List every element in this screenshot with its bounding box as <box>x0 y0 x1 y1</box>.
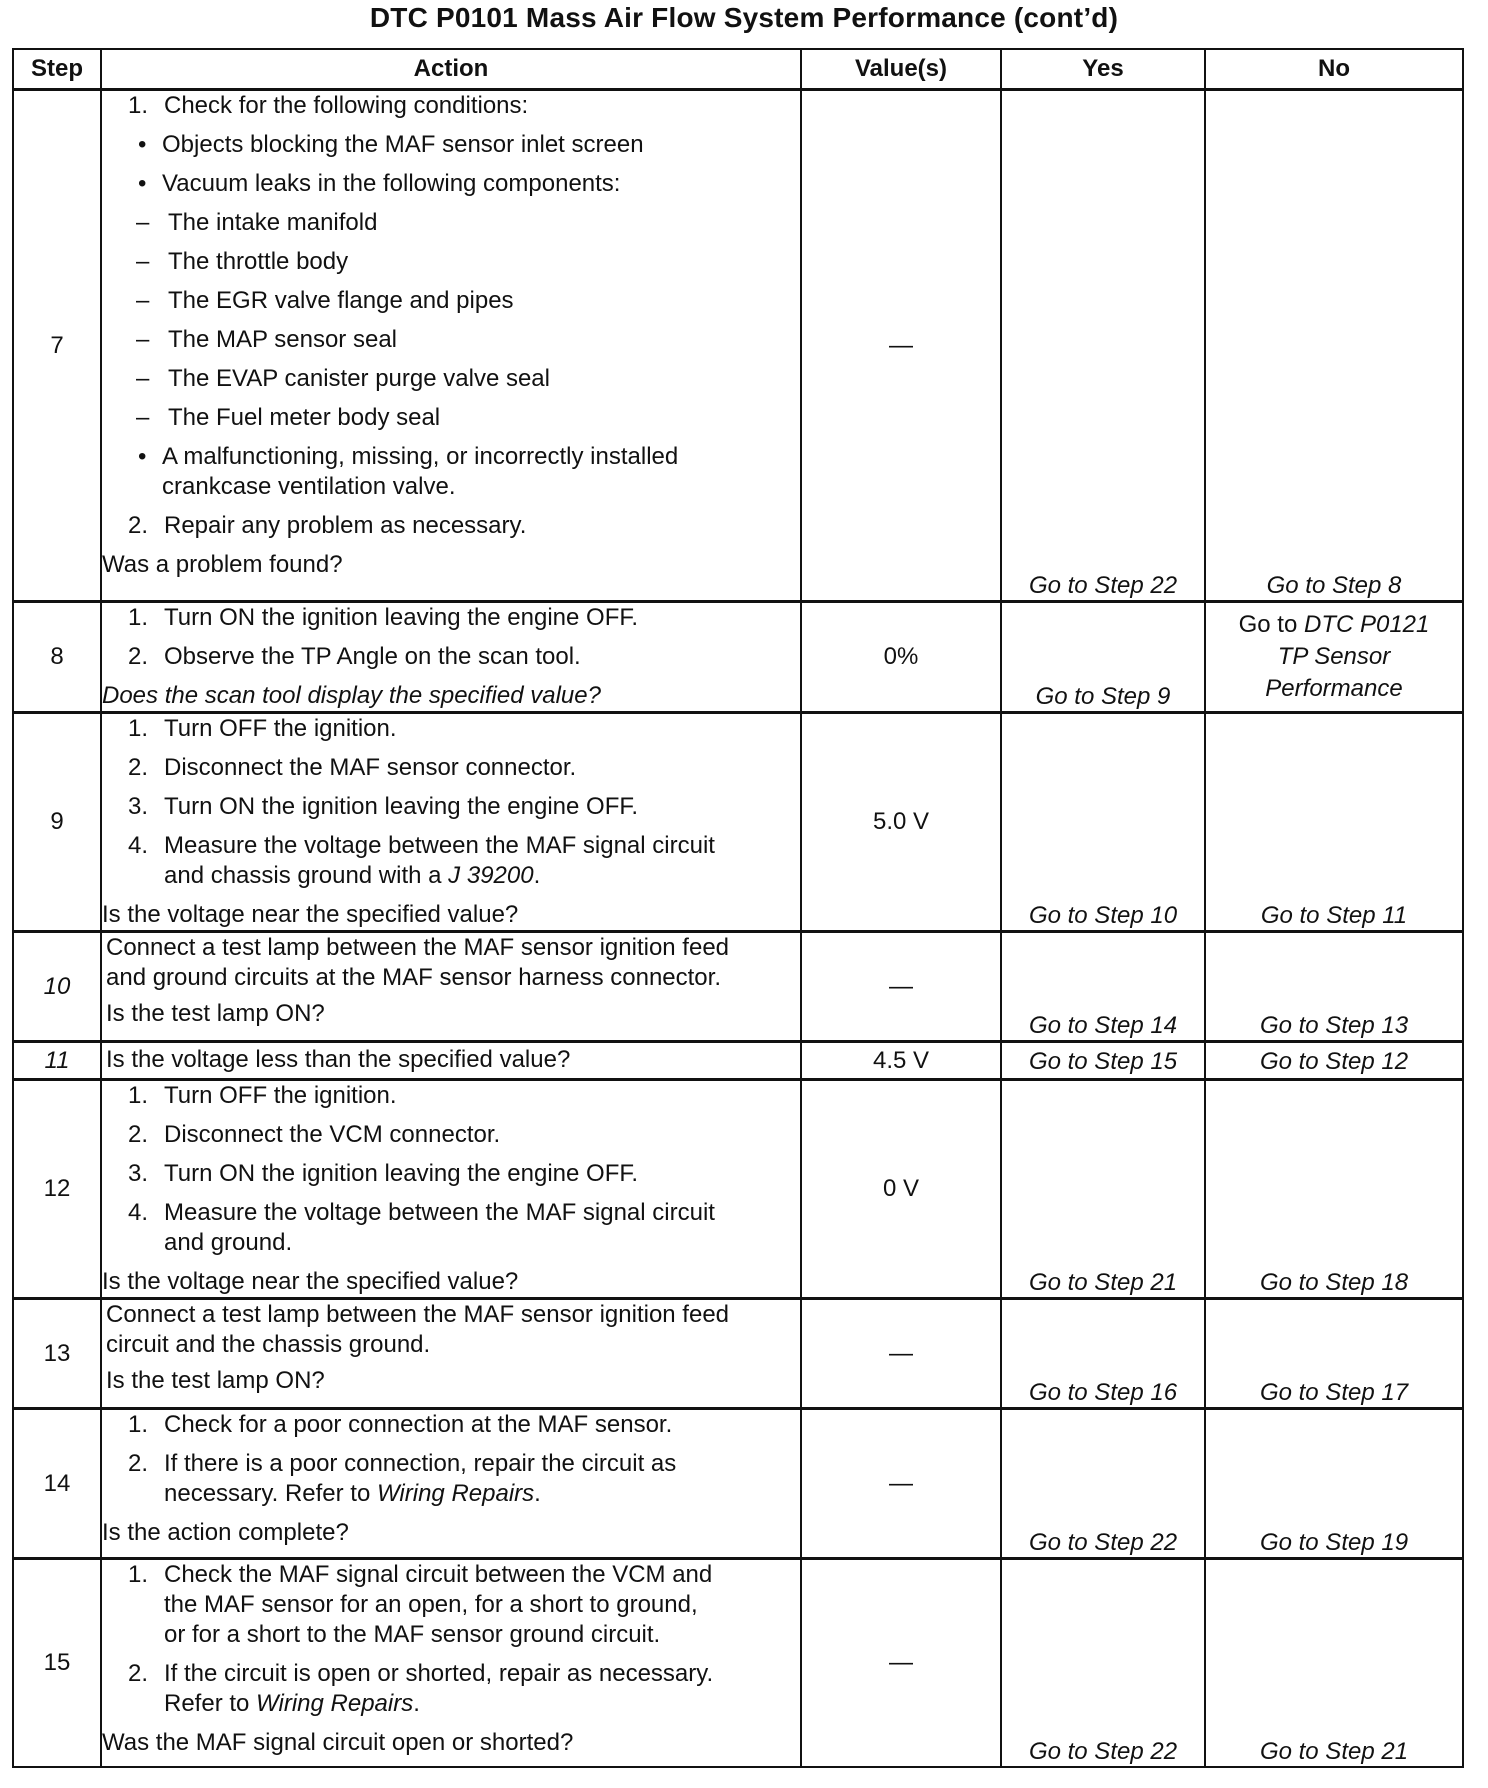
no-cell: Go to Step 17 <box>1205 1299 1463 1409</box>
yes-cell: Go to Step 16 <box>1001 1299 1205 1409</box>
no-cell: Go to Step 21 <box>1205 1559 1463 1767</box>
yes-cell: Go to Step 9 <box>1001 602 1205 713</box>
action-question: Does the scan tool display the specified value? <box>102 682 601 709</box>
table-row-step-7 <box>13 90 1463 602</box>
action-cell: Connect a test lamp between the MAF sensor ignition feed and ground circuits at the MAF sensor harness connector. Is the test lamp ON? <box>101 932 801 1042</box>
table-row-step-14 <box>13 1409 1463 1559</box>
yes-cell: Go to Step 22 <box>1001 90 1205 602</box>
bullet-item: • Objects blocking the MAF sensor inlet screen <box>138 131 644 158</box>
no-cell: Go to Step 8 <box>1205 90 1463 602</box>
header-yes: Yes <box>1001 49 1205 90</box>
table-row-step-11 <box>13 1042 1463 1080</box>
table-row-step-10 <box>13 932 1463 1042</box>
value-cell: — <box>801 1559 1001 1767</box>
dash-item: – The intake manifold <box>136 209 378 236</box>
value-cell: 0% <box>801 602 1001 713</box>
action-cell: Connect a test lamp between the MAF sensor ignition feed circuit and the chassis ground. Is the test lamp ON? <box>101 1299 801 1409</box>
value-cell: — <box>801 90 1001 602</box>
yes-cell: Go to Step 22 <box>1001 1409 1205 1559</box>
no-cell: Go to Step 12 <box>1205 1042 1463 1080</box>
action-question: Is the test lamp ON? <box>106 1000 325 1027</box>
no-cell: Go to DTC P0121 TP Sensor Performance <box>1205 602 1463 713</box>
action-question: Is the test lamp ON? <box>106 1367 325 1394</box>
action-question: Is the voltage near the specified value? <box>102 901 519 928</box>
dash-item: – The EVAP canister purge valve seal <box>136 365 550 392</box>
bullet-item: • A malfunctioning, missing, or incorrectly installed crankcase ventilation valve. <box>138 443 679 500</box>
step-number: 11 <box>13 1042 101 1080</box>
yes-cell: Go to Step 14 <box>1001 932 1205 1042</box>
header-values: Value(s) <box>801 49 1001 90</box>
action-item: 3. Turn ON the ignition leaving the engine OFF. <box>128 1160 639 1187</box>
yes-cell: Go to Step 21 <box>1001 1080 1205 1299</box>
diagnostic-table <box>12 48 1464 1768</box>
step-number: 10 <box>13 932 101 1042</box>
step-number: 12 <box>13 1080 101 1299</box>
value-cell: — <box>801 1299 1001 1409</box>
action-question: Is the action complete? <box>102 1519 349 1546</box>
action-item: 2. Repair any problem as necessary. <box>128 512 527 539</box>
no-cell: Go to Step 19 <box>1205 1409 1463 1559</box>
step-number: 8 <box>13 602 101 713</box>
step-number: 13 <box>13 1299 101 1409</box>
action-item: 1. Check for the following conditions: • Objects blocking the MAF sensor inlet screen • Vacuum leaks in the following components: – The intake manifold – The throttle body – The EGR valve flange and pipes – The MAP sensor seal – The EVAP canister purge valve seal – The Fuel meter body seal • A malfunctioning, missing, or incorrectly installed crankcase ventilation valve. <box>102 91 800 502</box>
value-cell: 0 V <box>801 1080 1001 1299</box>
action-question: Is the voltage near the specified value? <box>102 1268 519 1295</box>
bullet-item: • Vacuum leaks in the following components: – The intake manifold – The throttle body – The EGR valve flange and pipes – The MAP sensor seal – The EVAP canister purge valve seal – The Fuel meter body seal <box>136 169 800 433</box>
yes-cell: Go to Step 10 <box>1001 713 1205 932</box>
no-cell: Go to Step 13 <box>1205 932 1463 1042</box>
action-item: 4. Measure the voltage between the MAF signal circuit and ground. <box>128 1199 715 1256</box>
table-row-step-13 <box>13 1299 1463 1409</box>
action-question: Was a problem found? <box>102 551 343 578</box>
action-item: 1. Turn ON the ignition leaving the engine OFF. <box>128 604 639 631</box>
action-cell <box>101 1409 801 1559</box>
action-question: Is the voltage less than the specified value? <box>106 1046 571 1073</box>
action-item: 2. If there is a poor connection, repair the circuit as necessary. Refer to Wiring Repairs. <box>128 1450 677 1507</box>
action-item: 1. Turn OFF the ignition. <box>128 715 397 742</box>
no-cell: Go to Step 11 <box>1205 713 1463 932</box>
action-item: 2. Disconnect the MAF sensor connector. <box>128 754 577 781</box>
dash-item: – The EGR valve flange and pipes <box>136 287 514 314</box>
step-number: 9 <box>13 713 101 932</box>
table-row-step-8 <box>13 602 1463 713</box>
action-item: 2. If the circuit is open or shorted, repair as necessary. Refer to Wiring Repairs. <box>128 1660 714 1717</box>
step-number: 14 <box>13 1409 101 1559</box>
action-item: 4. Measure the voltage between the MAF signal circuit and chassis ground with a J 39200. <box>128 832 715 889</box>
action-cell <box>101 90 801 602</box>
value-cell: 5.0 V <box>801 713 1001 932</box>
action-cell <box>101 1080 801 1299</box>
value-cell: 4.5 V <box>801 1042 1001 1080</box>
step-number: 7 <box>13 90 101 602</box>
action-item: 1. Turn OFF the ignition. <box>128 1082 397 1109</box>
action-cell <box>101 602 801 713</box>
header-step: Step <box>13 49 101 90</box>
action-cell <box>101 1559 801 1767</box>
action-cell <box>101 1042 801 1080</box>
step-number: 15 <box>13 1559 101 1767</box>
no-cell: Go to Step 18 <box>1205 1080 1463 1299</box>
dash-item: – The MAP sensor seal <box>136 326 397 353</box>
table-row-step-12 <box>13 1080 1463 1299</box>
action-cell <box>101 713 801 932</box>
value-cell: — <box>801 932 1001 1042</box>
action-item: 1. Check the MAF signal circuit between the VCM and the MAF sensor for an open, for a short to ground, or for a short to the MAF sensor ground circuit. <box>128 1561 713 1648</box>
yes-cell: Go to Step 22 <box>1001 1559 1205 1767</box>
table-header-row <box>13 49 1463 90</box>
dash-item: – The Fuel meter body seal <box>136 404 441 431</box>
yes-cell: Go to Step 15 <box>1001 1042 1205 1080</box>
dash-item: – The throttle body <box>136 248 349 275</box>
action-item: 3. Turn ON the ignition leaving the engine OFF. <box>128 793 639 820</box>
action-question: Was the MAF signal circuit open or shorted? <box>102 1729 574 1756</box>
table-row-step-9 <box>13 713 1463 932</box>
page-title: DTC P0101 Mass Air Flow System Performance (cont’d) <box>369 2 1119 33</box>
value-cell: — <box>801 1409 1001 1559</box>
action-item: 2. Observe the TP Angle on the scan tool. <box>128 643 581 670</box>
header-action: Action <box>101 49 801 90</box>
action-item: 1. Check for a poor connection at the MAF sensor. <box>128 1411 673 1438</box>
action-item: 2. Disconnect the VCM connector. <box>128 1121 501 1148</box>
table-row-step-15 <box>13 1559 1463 1767</box>
header-no: No <box>1205 49 1463 90</box>
